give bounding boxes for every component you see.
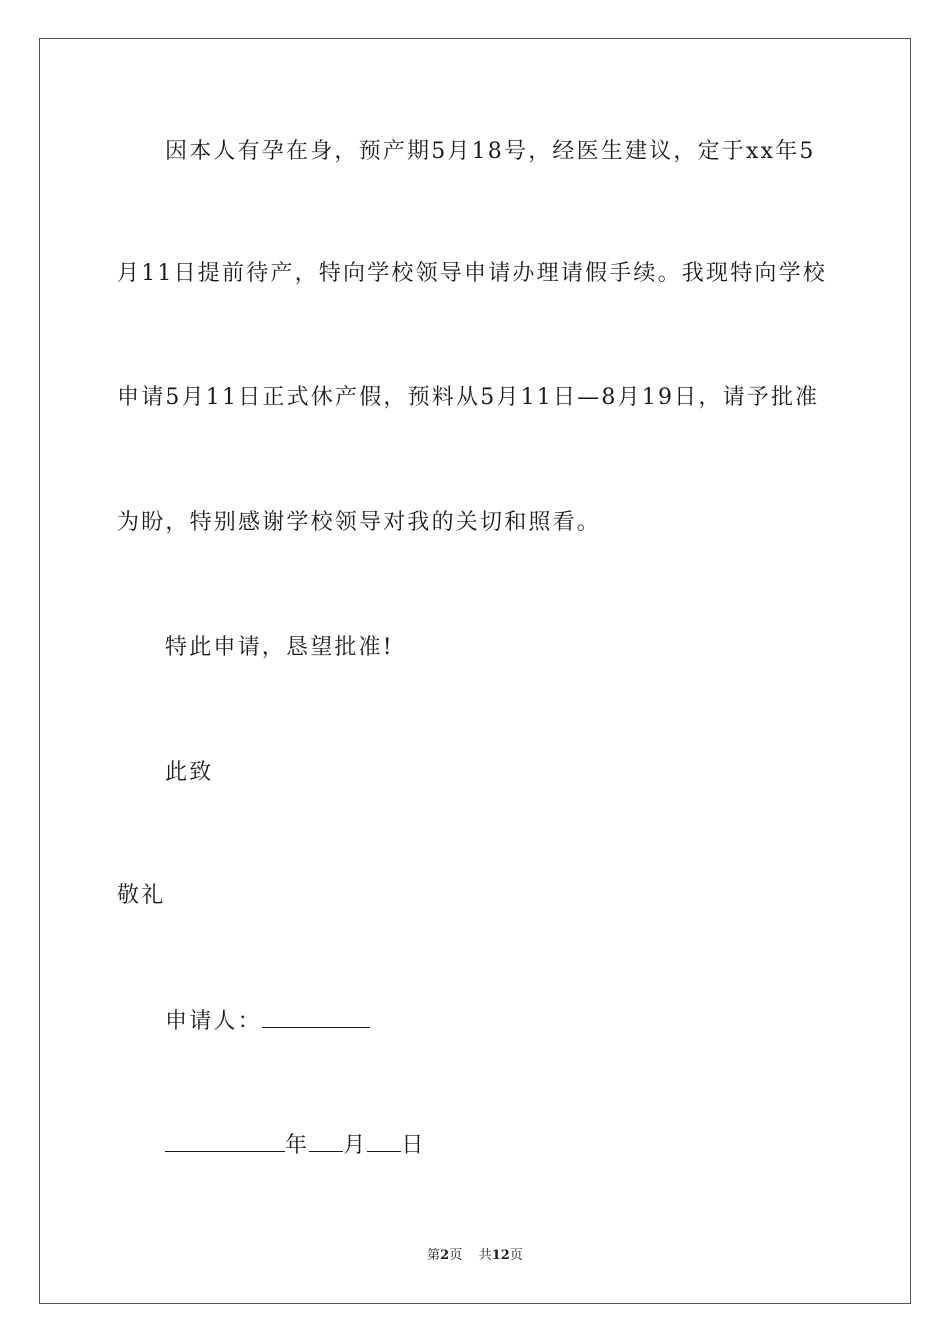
total-prefix: 共: [478, 1248, 492, 1263]
body-line-1: [117, 137, 816, 167]
total-suffix: 页: [509, 1248, 523, 1263]
body-line-3: 申请5月11日正式休产假，预料从5月11日—8月19日，请予批准: [117, 385, 820, 410]
day-label: 日: [401, 1133, 426, 1158]
total-number: 12: [491, 1248, 510, 1263]
para1-line1-text: 因本人有孕在身，预产期5月18号，经医生建议，定于xx年5: [165, 139, 816, 164]
page-prefix: 第: [427, 1248, 441, 1263]
day-blank: [367, 1131, 401, 1152]
request-line: 特此申请，恳望批准!: [165, 635, 394, 660]
body-line-4: 为盼，特别感谢学校领导对我的关切和照看。: [117, 510, 602, 535]
month-blank: [309, 1131, 343, 1152]
salutation: 此致: [165, 760, 214, 785]
page-frame: [39, 38, 911, 1304]
page-suffix: 页: [449, 1248, 463, 1263]
applicant-line: [165, 1007, 370, 1037]
date-line: [165, 1131, 426, 1161]
applicant-blank: [262, 1007, 370, 1028]
page-footer: [0, 1247, 950, 1265]
applicant-label: 申请人：: [165, 1009, 262, 1034]
regards: 敬礼: [117, 883, 166, 908]
page-number: 2: [440, 1248, 450, 1263]
body-line-2: 月11日提前待产，特向学校领导申请办理请假手续。我现特向学校: [117, 261, 827, 286]
month-label: 月: [343, 1133, 368, 1158]
year-label: 年: [285, 1133, 310, 1158]
year-blank: [165, 1131, 285, 1152]
